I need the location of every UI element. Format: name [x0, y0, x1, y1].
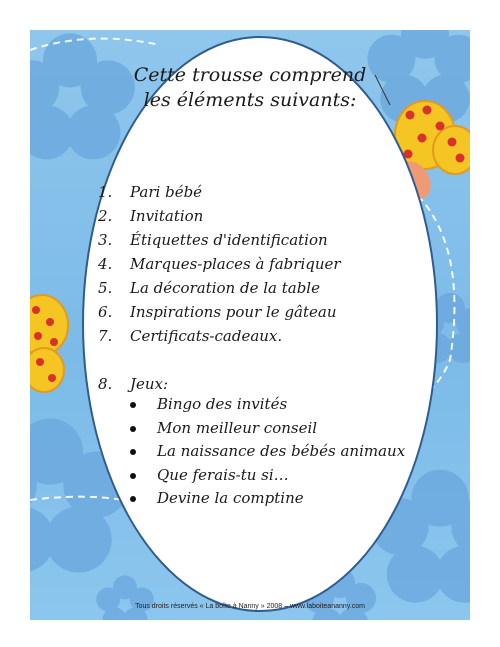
sublist-label: Devine la comptine [157, 489, 304, 507]
item-number: 7. [98, 327, 113, 345]
sublist-label: Que ferais-tu si… [157, 465, 289, 484]
item-label: Certificats-cadeaux. [130, 327, 283, 345]
bullet-icon [130, 402, 136, 408]
item-label: Pari bébé [130, 183, 203, 201]
bullet-icon [130, 449, 136, 455]
bullet-icon [130, 426, 136, 432]
item-label: La décoration de la table [130, 279, 320, 297]
item-number: 3. [98, 231, 113, 249]
item-number: 8. [98, 375, 113, 393]
item-label: Marques-places à fabriquer [130, 255, 341, 273]
item-number: 1. [98, 183, 113, 201]
sublist-label: Bingo des invités [157, 395, 288, 413]
flower-icon [96, 575, 154, 620]
bullet-icon [130, 496, 136, 502]
page-title [0, 63, 500, 113]
copyright-footer: Tous droits réservés « La boîte à Nanny » 2008 – www.laboiteananny.com [135, 603, 365, 610]
title-line: les éléments suivants: [143, 89, 357, 111]
item-label: Étiquettes d'identification [130, 231, 328, 249]
bullet-icon [130, 473, 136, 479]
item-label: Jeux: [130, 375, 169, 393]
item-label: Invitation [130, 207, 204, 225]
title-line: Cette trousse comprend [133, 64, 367, 86]
item-number: 2. [98, 207, 113, 225]
item-number: 5. [98, 279, 113, 297]
butterfly-icon [30, 295, 68, 392]
item-number: 6. [98, 303, 113, 321]
sublist-label: Mon meilleur conseil [157, 418, 318, 437]
item-number: 4. [98, 255, 113, 273]
sublist-label: La naissance des bébés animaux [157, 442, 406, 460]
item-label: Inspirations pour le gâteau [130, 303, 337, 321]
